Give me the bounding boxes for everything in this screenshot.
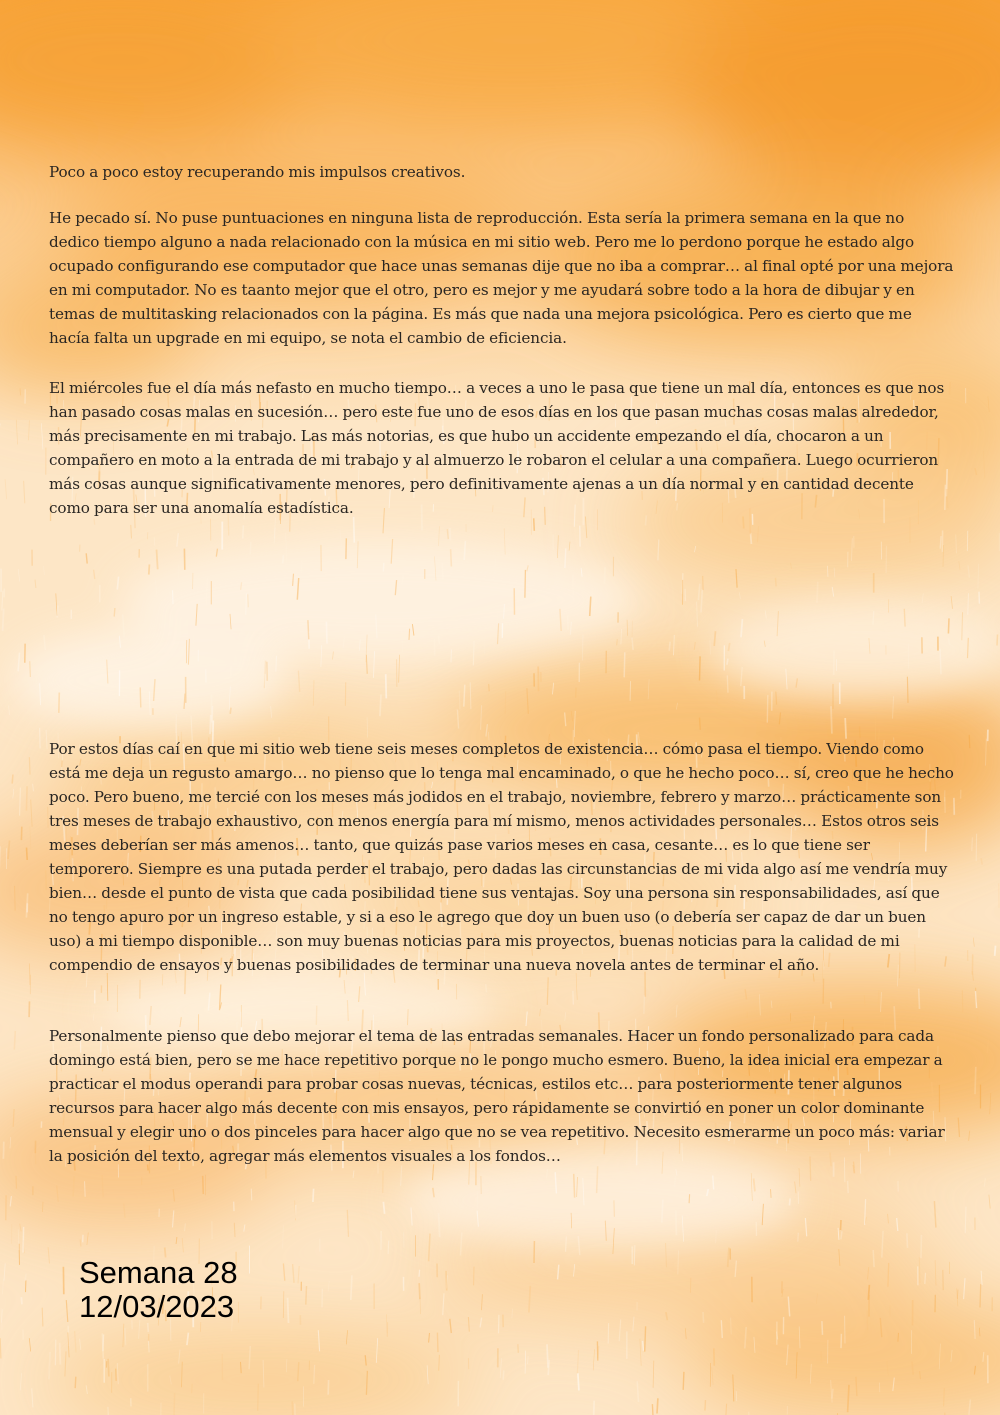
date-label: 12/03/2023 bbox=[79, 1289, 235, 1324]
paragraph-six-months: Por estos días caí en que mi sitio web tiene seis meses completos de existencia… cómo pasa el tiempo. Viendo como está me deja un regusto amargo… no pienso que lo tenga mal encaminado, o que he hecho poco… sí, creo que he hecho poco. Pero bueno, me tercié con los meses más jodidos en el trabajo, noviembre, febrero y marzo… prácticamente son tres meses de trabajo exhaustivo, con menos energía para mí mismo, menos actividades personales… Estos otros seis meses deberían ser más amenos… tanto, que quizás pase varios meses en casa, cesante… es lo que tiene ser temporero. Siempre es una putada perder el trabajo, pero dadas las circunstancias de mi vida algo así me vendría muy bien… desde el punto de vista que cada posibilidad tiene sus ventajas. Soy una persona sin responsabilidades, así que no tengo apuro por un ingreso estable, y si a eso le agrego que doy un buen uso (o debería ser capaz de dar un buen uso) a mi tiempo disponible… son muy buenas noticias para mis proyectos, buenas noticias para la calidad de mi compendio de ensayos y buenas posibilidades de terminar una nueva novela antes de terminar el año. bbox=[49, 740, 954, 974]
paragraph-wednesday: El miércoles fue el día más nefasto en mucho tiempo… a veces a uno le pasa que tiene un mal día, entonces es que nos han pasado cosas malas en sucesión… pero este fue uno de esos días en los que pasan muchas cosas malas alrededor, más precisamente en mi trabajo. Las más notorias, es que hubo un accidente empezando el día, chocaron a un compañero en moto a la entrada de mi trabajo y al almuerzo le robaron el celular a una compañera. Luego ocurrieron más cosas aunque significativamente menores, pero definitivamente ajenas a un día normal y en cantidad decente como para ser una anomalía estadística. bbox=[49, 379, 945, 517]
week-label: Semana 28 bbox=[79, 1255, 238, 1290]
paragraph-music-and-computer: He pecado sí. No puse puntuaciones en ninguna lista de reproducción. Esta sería la primera semana en la que no dedico tiempo alguno a nada relacionado con la música en mi sitio web. Pero me lo perdono porque he estado algo ocupado configurando ese computador que hace unas semanas dije que no iba a comprar… al final opté por una mejora en mi computador. No es taanto mejor que el otro, pero es mejor y me ayudará sobre todo a la hora de dibujar y en temas de multitasking relacionados con la página. Es más que nada una mejora psicológica. Pero es cierto que me hacía falta un upgrade en mi equipo, se nota el cambio de eficiencia. bbox=[49, 209, 954, 347]
paragraph-weekly-entries: Personalmente pienso que debo mejorar el tema de las entradas semanales. Hacer un fondo personalizado para cada domingo está bien, pero se me hace repetitivo porque no le pongo mucho esmero. Bueno, la idea inicial era empezar a practicar el modus operandi para probar cosas nuevas, técnicas, estilos etc… para posteriormente tener algunos recursos para hacer algo más decente con mis ensayos, pero rápidamente se convirtió en poner un color dominante mensual y elegir uno o dos pinceles para hacer algo que no se vea repetitivo. Necesito esmerarme un poco más: variar la posición del texto, agregar más elementos visuales a los fondos… bbox=[49, 1027, 945, 1165]
paragraph-intro: Poco a poco estoy recuperando mis impulsos creativos. bbox=[49, 163, 466, 181]
